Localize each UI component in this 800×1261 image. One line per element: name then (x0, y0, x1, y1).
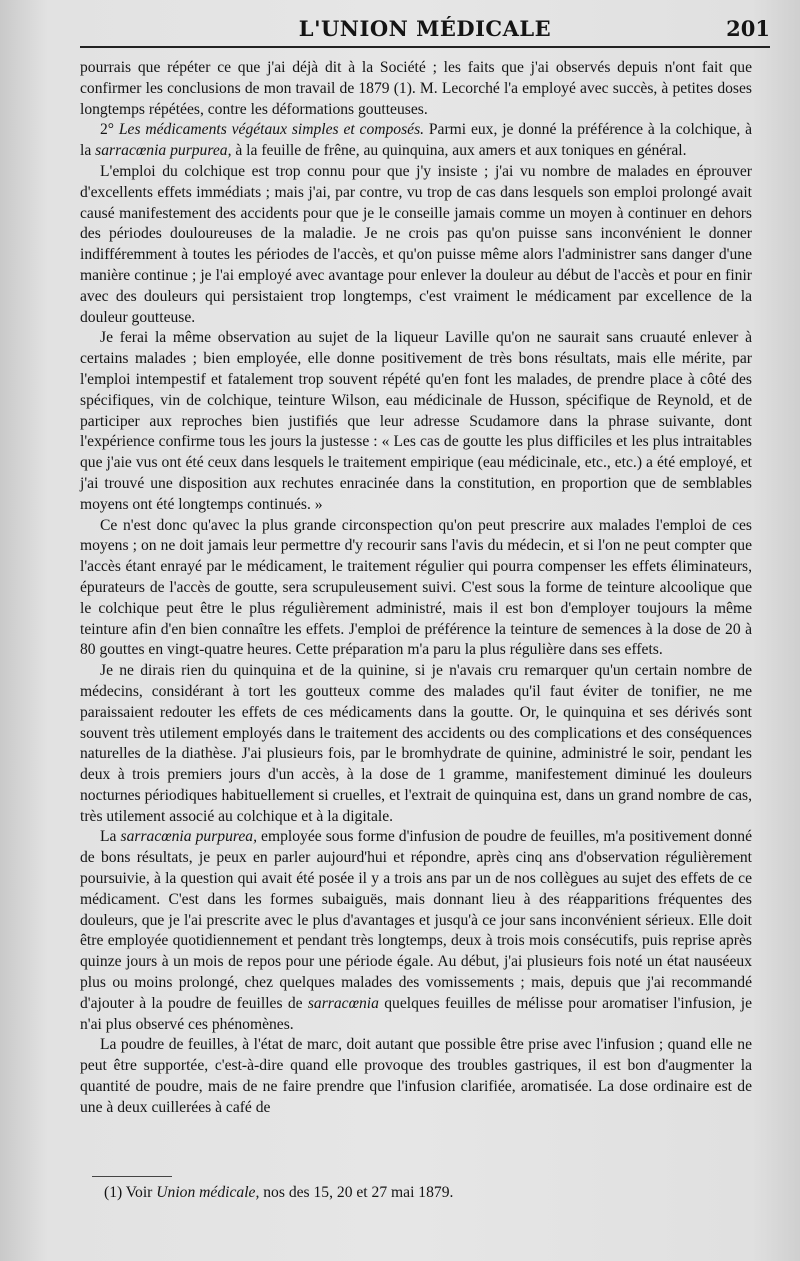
paragraph-7 (80, 827, 752, 1035)
paragraph-7-term: sarracœnia purpurea, (120, 828, 257, 846)
paragraph-1: pourrais que répéter ce que j'ai déjà dit à la Société ; les faits que j'ai observés depuis n'ont fait que confirmer les conclusions de mon travail de 1879 (1). M. Lecorché l'a employé avec succès, à petites doses longtemps répétées, contre les déformations goutteuses. (80, 59, 752, 118)
journal-title: L'UNION MÉDICALE (298, 16, 552, 41)
paragraph-5: Ce n'est donc qu'avec la plus grande circonspection qu'on peut prescrire aux malades l'emploi de ces moyens ; on ne doit jamais leur permettre d'y recourir sans l'avis du médecin, et si l'on ne peut compter que l'accès étant enrayé par le médicament, le traitement régulier qui pourra compenser les effets éliminateurs, épurateurs de l'accès de goutte, sera scrupuleusement suivi. C'est sous la forme de teinture alcoolique que le colchique peut être le plus régulièrement administré, mais il est bon d'employer toujours la même teinture afin d'en bien connaître les effets. J'emploi de préférence la teinture de semences à la dose de 20 à 80 gouttes en vingt-quatre heures. Cette préparation m'a paru la plus régulière dans ses effets. (80, 516, 752, 659)
body-text (80, 58, 752, 1119)
paragraph-2 (80, 120, 752, 162)
paragraph-2-heading: Les médicaments végétaux simples et composés. (118, 121, 425, 139)
paragraph-7-term-2: sarracœnia (307, 994, 379, 1012)
footnote (104, 1184, 453, 1202)
paragraph-2-text-a: Parmi eux, je donné la préférence à la colchique, à la (80, 121, 753, 160)
paragraph-7-text-b: quelques feuilles de mélisse pour aromatiser l'infusion, je n'ai plus observé ces phénomènes. (80, 994, 752, 1033)
paragraph-6: Je ne dirais rien du quinquina et de la quinine, si je n'avais cru remarquer qu'un certain nombre de médecins, considérant à tort les goutteux comme des malades qu'il faut éviter de tonifier, ne me paraissaient redouter les effets de ces médicaments dans la goutte. Or, le quinquina et ses dérivés sont souvent très utilement employés dans le traitement des accidents ou des complications et des conséquences naturelles de la diathèse. J'ai plusieurs fois, par le bromhydrate de quinine, administré le soir, pendant les deux à trois premiers jours d'un accès, à la dose de 1 gramme, manifestement diminué les douleurs nocturnes périodiques habituellement si cruelles, et l'extrait de quinquina est, dans un grand nombre de cas, très utilement associé au colchique et à la digitale. (80, 662, 752, 825)
footnote-rule (92, 1176, 172, 1177)
paragraph-7-lead: La (100, 828, 121, 846)
paragraph-3: L'emploi du colchique est trop connu pour que j'y insiste ; j'ai vu nombre de malades en éprouver d'excellents effets immédiats ; mais j'ai, par contre, vu trop de cas dans lesquels son emploi prolongé avait causé manifestement des accidents pour que je le conseille jamais comme un moyen à continuer en dehors des périodes douloureuses de la maladie. Je ne crois pas qu'on puisse sans inconvénient le donner indifféremment à toutes les périodes de l'accès, et qu'on puisse même alors l'administrer sans danger d'une manière continue ; je l'ai employé avec avantage pour enlever la douleur au début de l'accès et pour en finir avec des douleurs qui persistaient trop longtemps, c'est vraiment le médicament par excellence de la douleur goutteuse. (80, 162, 752, 326)
paragraph-2-lead: 2° (100, 121, 119, 139)
footnote-journal: Union médicale, (156, 1184, 260, 1201)
paragraph-7-text-a: employée sous forme d'infusion de poudre de feuilles, m'a positivement donné de bons résultats, je peux en parler aujourd'hui et répondre, après cinq ans d'observation régulièrement poursuivie, à la question qui avait été posée il y a trois ans par un de nos collègues au sujet des effets de ce médicament. C'est dans les formes subaiguës, mais donnant lieu à des réapparitions fréquentes des douleurs, que je l'ai prescrite avec le plus d'avantages et jusqu'à ce jour sans inconvénient sérieux. Elle doit être employée quotidiennement et pendant très longtemps, deux à trois mois consécutifs, puis reprise après quinze jours à un mois de repos pour une période égale. Au début, j'ai plusieurs fois noté un état nauséeux plus ou moins prolongé, chez quelques malades des vomissements ; mais, depuis que j'ai recommandé d'ajouter à la poudre de feuilles de (80, 828, 752, 1012)
footnote-lead: (1) Voir (104, 1184, 157, 1201)
paragraph-2-term: sarracœnia purpurea, (95, 142, 232, 160)
page-number: 201 (726, 16, 770, 41)
header-rule (80, 46, 770, 48)
footnote-rest: nos des 15, 20 et 27 mai 1879. (259, 1184, 454, 1201)
paragraph-2-text-b: à la feuille de frêne, au quinquina, aux amers et aux toniques en général. (231, 142, 687, 160)
paragraph-8: La poudre de feuilles, à l'état de marc, doit autant que possible être prise avec l'infusion ; quand elle ne peut être supportée, c'est-à-dire quand elle provoque des troubles gastriques, il est bon d'augmenter la quantité de poudre, mais de ne faire prendre que l'infusion clarifiée, aromatisée. La dose ordinaire est de une à deux cuillerées à café de (80, 1036, 752, 1116)
paragraph-4: Je ferai la même observation au sujet de la liqueur Laville qu'on ne saurait sans cruauté enlever à certains malades ; bien employée, elle donne positivement de très bons résultats, mais elle mérite, par l'emploi intempestif et fatalement trop souvent répété qu'en font les malades, de prendre place à côté des spécifiques, vin de colchique, teinture Wilson, eau médicinale de Husson, spécifique de Reynold, et de participer aux reproches bien justifiés que leur adresse Scudamore dans la phrase suivante, dont l'expérience confirme tous les jours la justesse : « Les cas de goutte les plus difficiles et les plus intraitables que j'aie vus ont été ceux dans lesquels le traitement empirique (eau médicinale, etc., etc.) a été employé, et j'ai trouvé une disposition aux rechutes enracinée dans la constitution, en proportion que de semblables moyens ont été longtemps continués. » (80, 329, 752, 513)
running-head (80, 14, 770, 44)
